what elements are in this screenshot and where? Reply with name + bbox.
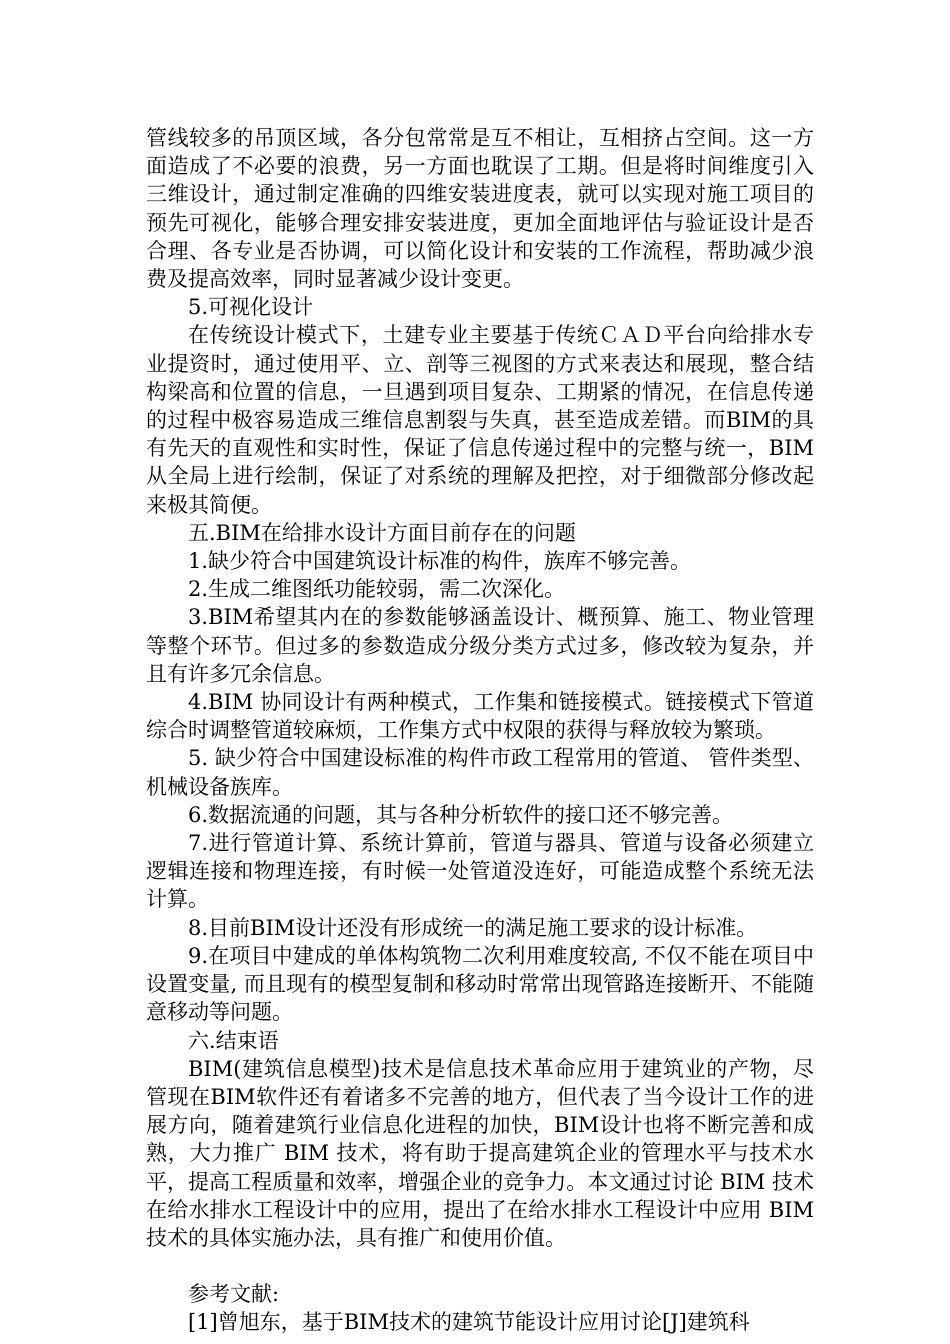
list-item-problem-4: 4.BIM 协同设计有两种模式，工作集和链接模式。链接模式下管道综合时调整管道较麻烦，工作集方式中权限的获得与释放较为繁琐。: [146, 690, 814, 743]
reference-item-1: [1]曾旭东，基于BIM技术的建筑节能设计应用讨论[J]建筑科: [188, 1310, 750, 1335]
section-heading-visual-design: 5.可视化设计: [188, 295, 314, 320]
list-item-problem-7: 7.进行管道计算、系统计算前，管道与器具、管道与设备必须建立逻辑连接和物理连接，有时候一处管道没连好，可能造成整个系统无法计算。: [146, 831, 814, 912]
list-item-problem-1: 1.缺少符合中国建筑设计标准的构件，族库不够完善。: [188, 549, 692, 574]
list-item-problem-9: 9.在项目中建成的单体构筑物二次利用难度较高, 不仅不能在项目中设置变量, 而且现有的模型复制和移动时常常出现管路连接断开、不能随意移动等问题。: [146, 943, 814, 1025]
document-body: [146, 124, 814, 1337]
section-heading-problems: 五.BIM在给排水设计方面目前存在的问题: [188, 520, 576, 545]
list-item-problem-3: 3.BIM希望其内在的参数能够涵盖设计、概预算、施工、物业管理等整个环节。但过多的参数造成分级分类方式过多，修改较为复杂，并且有许多冗余信息。: [146, 605, 814, 686]
paragraph-intro-continued: 管线较多的吊顶区域，各分包常常是互不相让，互相挤占空间。这一方面造成了不必要的浪费，另一方面也耽误了工期。但是将时间维度引入三维设计，通过制定准确的四维安装进度表，就可以实现对施工项目的预先可视化，能够合理安排安装进度，更加全面地评估与验证设计是否合理、各专业是否协调，可以简化设计和安装的工作流程，帮助减少浪费及提高效率，同时显著减少设计变更。: [146, 126, 814, 292]
references-title: 参考文献:: [188, 1282, 280, 1307]
paragraph-conclusion: BIM(建筑信息模型)技术是信息技术革命应用于建筑业的产物，尽管现在BIM软件还有着诸多不完善的地方，但代表了当今设计工作的进展方向，随着建筑行业信息化进程的加快，BIM设计也将不断完善和成熟，大力推广 BIM 技术，将有助于提高建筑企业的管理水平与技术水平，提高工程质量和效率，增强企业的竞争力。本文通过讨论 BIM 技术在给水排水工程设计中的应用，提出了在给水排水工程设计中应用 BIM 技术的具体实施办法，具有推广和使用价值。: [146, 1056, 814, 1250]
spacer: [146, 1252, 814, 1280]
list-item-problem-6: 6.数据流通的问题，其与各种分析软件的接口还不够完善。: [188, 802, 734, 827]
list-item-problem-8: 8.目前BIM设计还没有形成统一的满足施工要求的设计标准。: [188, 915, 758, 940]
section-heading-conclusion: 六.结束语: [188, 1028, 279, 1053]
list-item-problem-5: 5. 缺少符合中国建设标准的构件市政工程常用的管道、 管件类型、 机械设备族库。: [146, 746, 814, 799]
paragraph-visual-design: 在传统设计模式下，土建专业主要基于传统ＣＡＤ平台向给排水专业提资时，通过使用平、立、剖等三视图的方式来表达和展现，整合结构梁高和位置的信息，一旦遇到项目复杂、工期紧的情况，在信息传递的过程中极容易造成三维信息割裂与失真，甚至造成差错。而BIM的具有先天的直观性和实时性，保证了信息传递过程中的完整与统一，BIM从全局上进行绘制，保证了对系统的理解及把控，对于细微部分修改起来极其简便。: [146, 323, 814, 517]
list-item-problem-2: 2.生成二维图纸功能较弱，需二次深化。: [188, 577, 566, 602]
